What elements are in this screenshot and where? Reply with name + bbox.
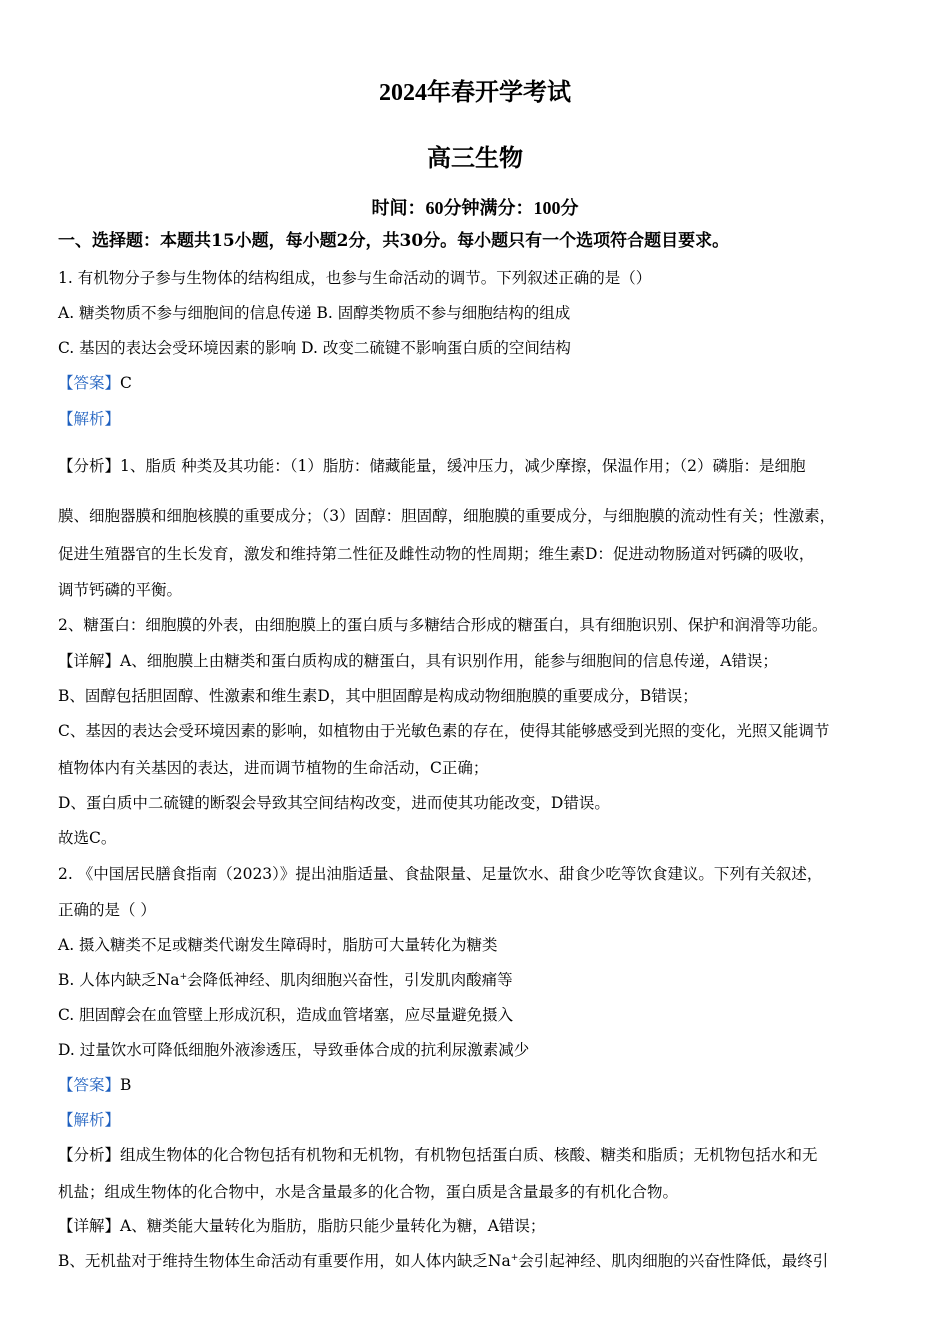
q1-fenxi-4: 调节钙磷的平衡。 <box>58 581 183 599</box>
q2-option-b-pre: B. 人体内缺乏Na <box>58 971 180 989</box>
q2-option-b-post: 会降低神经、肌肉细胞兴奋性，引发肌肉酸痛等 <box>187 971 513 989</box>
q2-option-b <box>58 970 908 990</box>
q1-conclusion: 故选C。 <box>58 829 117 847</box>
q2-detail-2-pre: B、无机盐对于维持生物体生命活动有重要作用，如人体内缺乏Na <box>58 1252 511 1270</box>
q2-stem-1: 2. 《中国居民膳食指南（2023）》提出油脂适量、食盐限量、足量饮水、甜食少吃等饮食建议。下列有关叙述， <box>58 865 823 883</box>
q2-fenxi-2: 机盐；组成生物体的化合物中，水是含量最多的化合物，蛋白质是含量最多的有机化合物。 <box>58 1183 679 1201</box>
q1-answer <box>58 373 908 393</box>
q2-option-d: D. 过量饮水可降低细胞外液渗透压，导致垂体合成的抗利尿激素减少 <box>58 1041 530 1059</box>
q1-fenxi-3: 促进生殖器官的生长发育，激发和维持第二性征及雌性动物的性周期；维生素D：促进动物肠道对钙磷的吸收， <box>58 545 815 563</box>
q2-option-c: C. 胆固醇会在血管壁上形成沉积，造成血管堵塞，应尽量避免摄入 <box>58 1006 514 1024</box>
section-heading: 一、选择题：本题共15小题，每小题2分，共30分。每小题只有一个选项符合题目要求。 <box>58 231 730 251</box>
q2-stem-2: 正确的是（ ） <box>58 901 156 919</box>
q1-fenxi-5: 2、糖蛋白：细胞膜的外表，由细胞膜上的蛋白质与多糖结合形成的糖蛋白，具有细胞识别、保护和润滑等功能。 <box>58 616 828 634</box>
q1-fenxi-line <box>58 456 908 476</box>
q1-stem: 1. 有机物分子参与生物体的结构组成，也参与生命活动的调节。下列叙述正确的是（） <box>58 269 652 287</box>
q2-answer <box>58 1075 908 1095</box>
q1-detail-5: D、蛋白质中二硫键的断裂会导致其空间结构改变，进而使其功能改变，D错误。 <box>58 794 610 812</box>
time-info: 时间：60分钟满分：100分 <box>371 198 579 218</box>
fenxi-tag: 【分析】 <box>58 1146 121 1164</box>
q2-fenxi-1: 组成生物体的化合物包括有机物和无机物，有机物包括蛋白质、核酸、糖类和脂质；无机物包括水和无 <box>120 1146 818 1164</box>
q1-fenxi-1: 1、脂质 种类及其功能：（1）脂肪：储藏能量，缓冲压力，减少摩擦，保温作用；（2）磷脂：是细胞 <box>120 457 806 475</box>
q2-detail-2-sup: + <box>510 1252 519 1263</box>
q1-analysis-tag <box>58 409 908 429</box>
answer-tag: 【答案】 <box>58 374 121 392</box>
q2-option-a: A. 摄入糖类不足或糖类代谢发生障碍时，脂肪可大量转化为糖类 <box>58 936 498 954</box>
q1-detail-4: 植物体内有关基因的表达，进而调节植物的生命活动，C正确； <box>58 759 489 777</box>
q1-options-ab: A. 糖类物质不参与细胞间的信息传递 B. 固醇类物质不参与细胞结构的组成 <box>58 304 571 322</box>
q2-answer-value: B <box>120 1076 132 1094</box>
answer-tag: 【答案】 <box>58 1076 121 1094</box>
subject-title: 高三生物 <box>427 146 523 172</box>
q2-fenxi-line <box>58 1145 908 1165</box>
q1-detail-2: B、固醇包括胆固醇、性激素和维生素D，其中胆固醇是构成动物细胞膜的重要成分，B错误； <box>58 687 698 705</box>
q2-detail-line <box>58 1216 908 1236</box>
analysis-tag: 【解析】 <box>58 410 121 428</box>
q1-detail-3: C、基因的表达会受环境因素的影响，如植物由于光敏色素的存在，使得其能够感受到光照的变化，光照又能调节 <box>58 722 830 740</box>
q2-option-b-sup: + <box>179 971 188 982</box>
detail-tag: 【详解】 <box>58 1217 121 1235</box>
fenxi-tag: 【分析】 <box>58 457 121 475</box>
q2-detail-1: A、糖类能大量转化为脂肪，脂肪只能少量转化为糖，A错误； <box>120 1217 546 1235</box>
q2-detail-2 <box>58 1251 908 1271</box>
q2-analysis-tag <box>58 1110 908 1130</box>
detail-tag: 【详解】 <box>58 652 121 670</box>
q2-detail-2-post: 会引起神经、肌肉细胞的兴奋性降低，最终引 <box>518 1252 829 1270</box>
q1-detail-line <box>58 651 908 671</box>
analysis-tag: 【解析】 <box>58 1111 121 1129</box>
q1-fenxi-2: 膜、细胞器膜和细胞核膜的重要成分；（3）固醇：胆固醇，细胞膜的重要成分，与细胞膜的流动性有关；性激素， <box>58 507 836 525</box>
q1-detail-1: A、细胞膜上由糖类和蛋白质构成的糖蛋白，具有识别作用，能参与细胞间的信息传递，A错误； <box>120 652 778 670</box>
q1-answer-value: C <box>120 374 132 392</box>
exam-title: 2024年春开学考试 <box>379 80 571 106</box>
q1-options-cd: C. 基因的表达会受环境因素的影响 D. 改变二硫键不影响蛋白质的空间结构 <box>58 339 571 357</box>
